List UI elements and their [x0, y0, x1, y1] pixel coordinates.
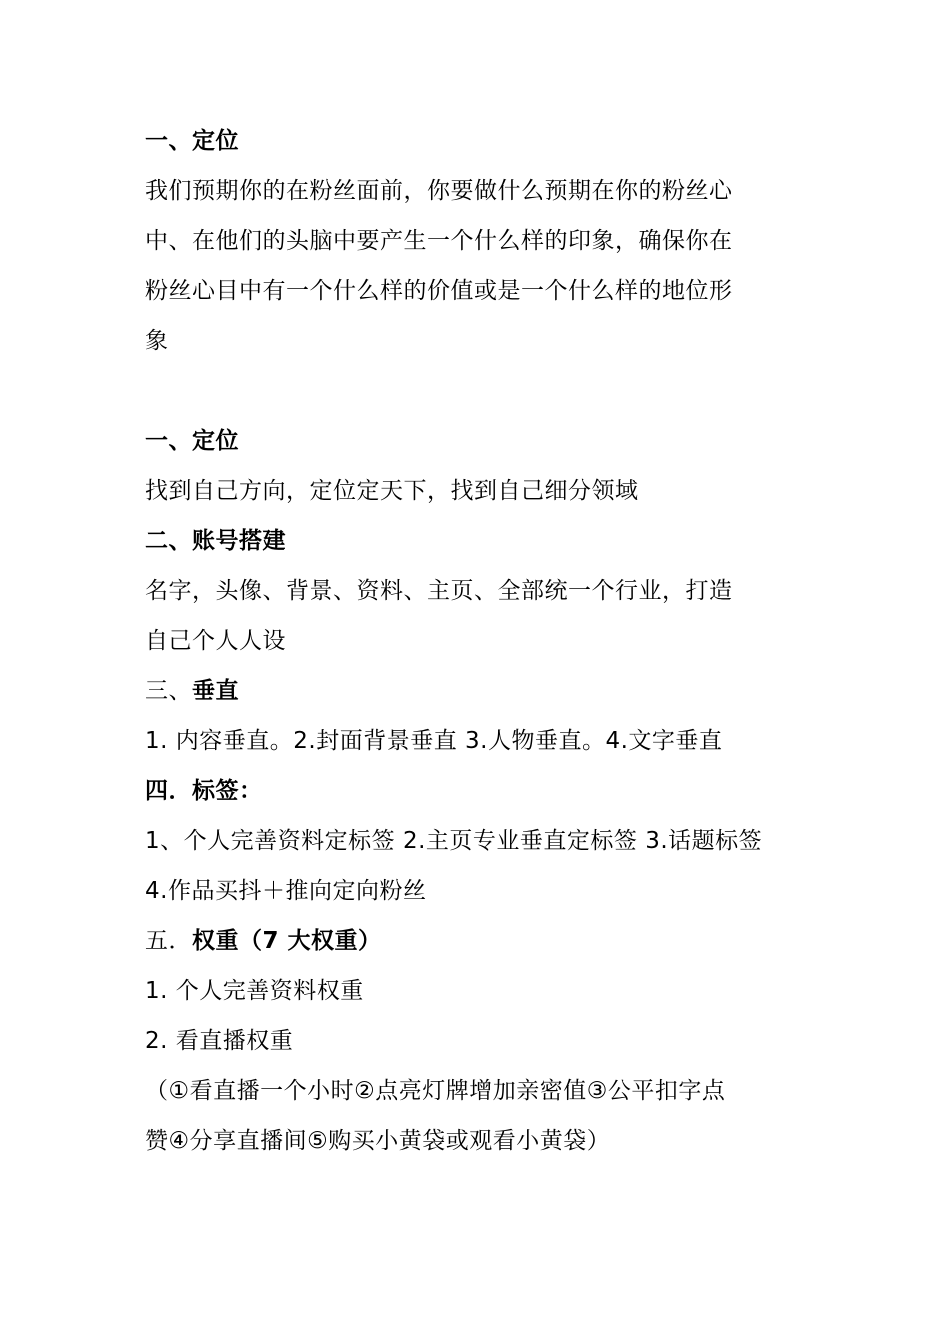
section-heading-account-setup: 二、账号搭建: [145, 528, 286, 554]
section-heading-positioning: 一、定位: [145, 128, 239, 154]
paragraph-line: 中、在他们的头脑中要产生一个什么样的印象，确保你在: [145, 228, 733, 254]
paragraph-line: 象: [145, 328, 169, 354]
section-heading-weight: [145, 916, 810, 966]
section-heading-tags: 四．标签：: [145, 778, 263, 804]
paragraph-line: 我们预期你的在粉丝面前，你要做什么预期在你的粉丝心: [145, 178, 733, 204]
paragraph-line: 4.作品买抖＋推向定向粉丝: [145, 878, 427, 904]
section-heading-vertical: [145, 666, 810, 716]
paragraph-line: 赞④分享直播间⑤购买小黄袋或观看小黄袋）: [145, 1128, 611, 1154]
paragraph-line: 自己个人人设: [145, 628, 286, 654]
paragraph-line: （①看直播一个小时②点亮灯牌增加亲密值③公平扣字点: [145, 1078, 726, 1104]
document-page: [145, 116, 810, 1166]
paragraph-line: 1. 内容垂直。2.封面背景垂直 3.人物垂直。4.文字垂直: [145, 728, 723, 754]
paragraph-line: 找到自己方向，定位定天下，找到自己细分领域: [145, 478, 639, 504]
paragraph-line: 1、个人完善资料定标签 2.主页专业垂直定标签 3.话题标签: [145, 828, 763, 854]
heading-prefix: 三、: [145, 678, 192, 704]
paragraph-line: 粉丝心目中有一个什么样的价值或是一个什么样的地位形: [145, 278, 733, 304]
heading-text: 垂直: [192, 678, 239, 704]
paragraph-line: 名字，头像、背景、资料、主页、全部统一个行业，打造: [145, 578, 733, 604]
blank-line: [145, 366, 810, 416]
heading-prefix: 五．: [145, 928, 192, 954]
section-heading-positioning-2: 一、定位: [145, 428, 239, 454]
heading-text: 权重（7 大权重）: [192, 928, 382, 954]
paragraph-line: 2. 看直播权重: [145, 1028, 294, 1054]
paragraph-line: 1. 个人完善资料权重: [145, 978, 364, 1004]
